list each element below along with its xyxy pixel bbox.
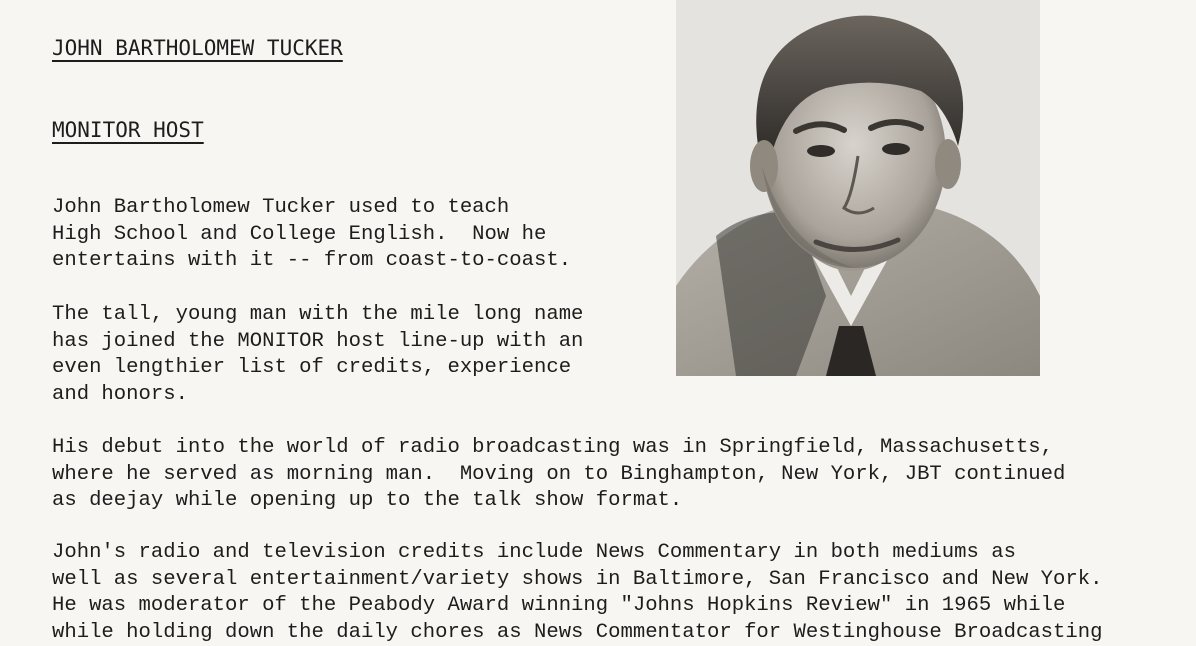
paragraph-2	[52, 302, 583, 408]
paragraph-line: His debut into the world of radio broadcasting was in Springfield, Massachusetts,	[52, 436, 1054, 459]
portrait-illustration	[676, 0, 1040, 376]
paragraph-line: John Bartholomew Tucker used to teach	[52, 196, 510, 219]
paragraph-line: He was moderator of the Peabody Award winning "Johns Hopkins Review" in 1965 while	[52, 594, 1066, 617]
paragraph-line: as deejay while opening up to the talk show format.	[52, 489, 683, 512]
paragraph-line: even lengthier list of credits, experience	[52, 356, 572, 379]
paragraph-4	[52, 540, 1102, 646]
paragraph-line: The tall, young man with the mile long name	[52, 303, 584, 326]
paragraph-line: High School and College English. Now he	[52, 222, 547, 246]
paragraph-line: where he served as morning man. Moving on to Binghampton, New York, JBT continued	[52, 462, 1066, 486]
paragraph-line: John's radio and television credits include News Commentary in both mediums as	[52, 541, 1016, 564]
role-heading: MONITOR HOST	[52, 118, 204, 142]
paragraph-line: while holding down the daily chores as News Commentator for Westinghouse Broadcasting	[52, 620, 1103, 644]
portrait-photo	[676, 0, 1040, 376]
paragraph-line: well as several entertainment/variety shows in Baltimore, San Francisco and New York.	[52, 567, 1103, 591]
paragraph-line: entertains with it -- from coast-to-coast.	[52, 249, 572, 272]
paragraph-line: and honors.	[52, 382, 188, 406]
paragraph-line: has joined the MONITOR host line-up with an	[52, 329, 584, 353]
paragraph-1	[52, 195, 571, 275]
paragraph-3	[52, 435, 1065, 515]
name-heading: JOHN BARTHOLOMEW TUCKER	[52, 36, 343, 60]
